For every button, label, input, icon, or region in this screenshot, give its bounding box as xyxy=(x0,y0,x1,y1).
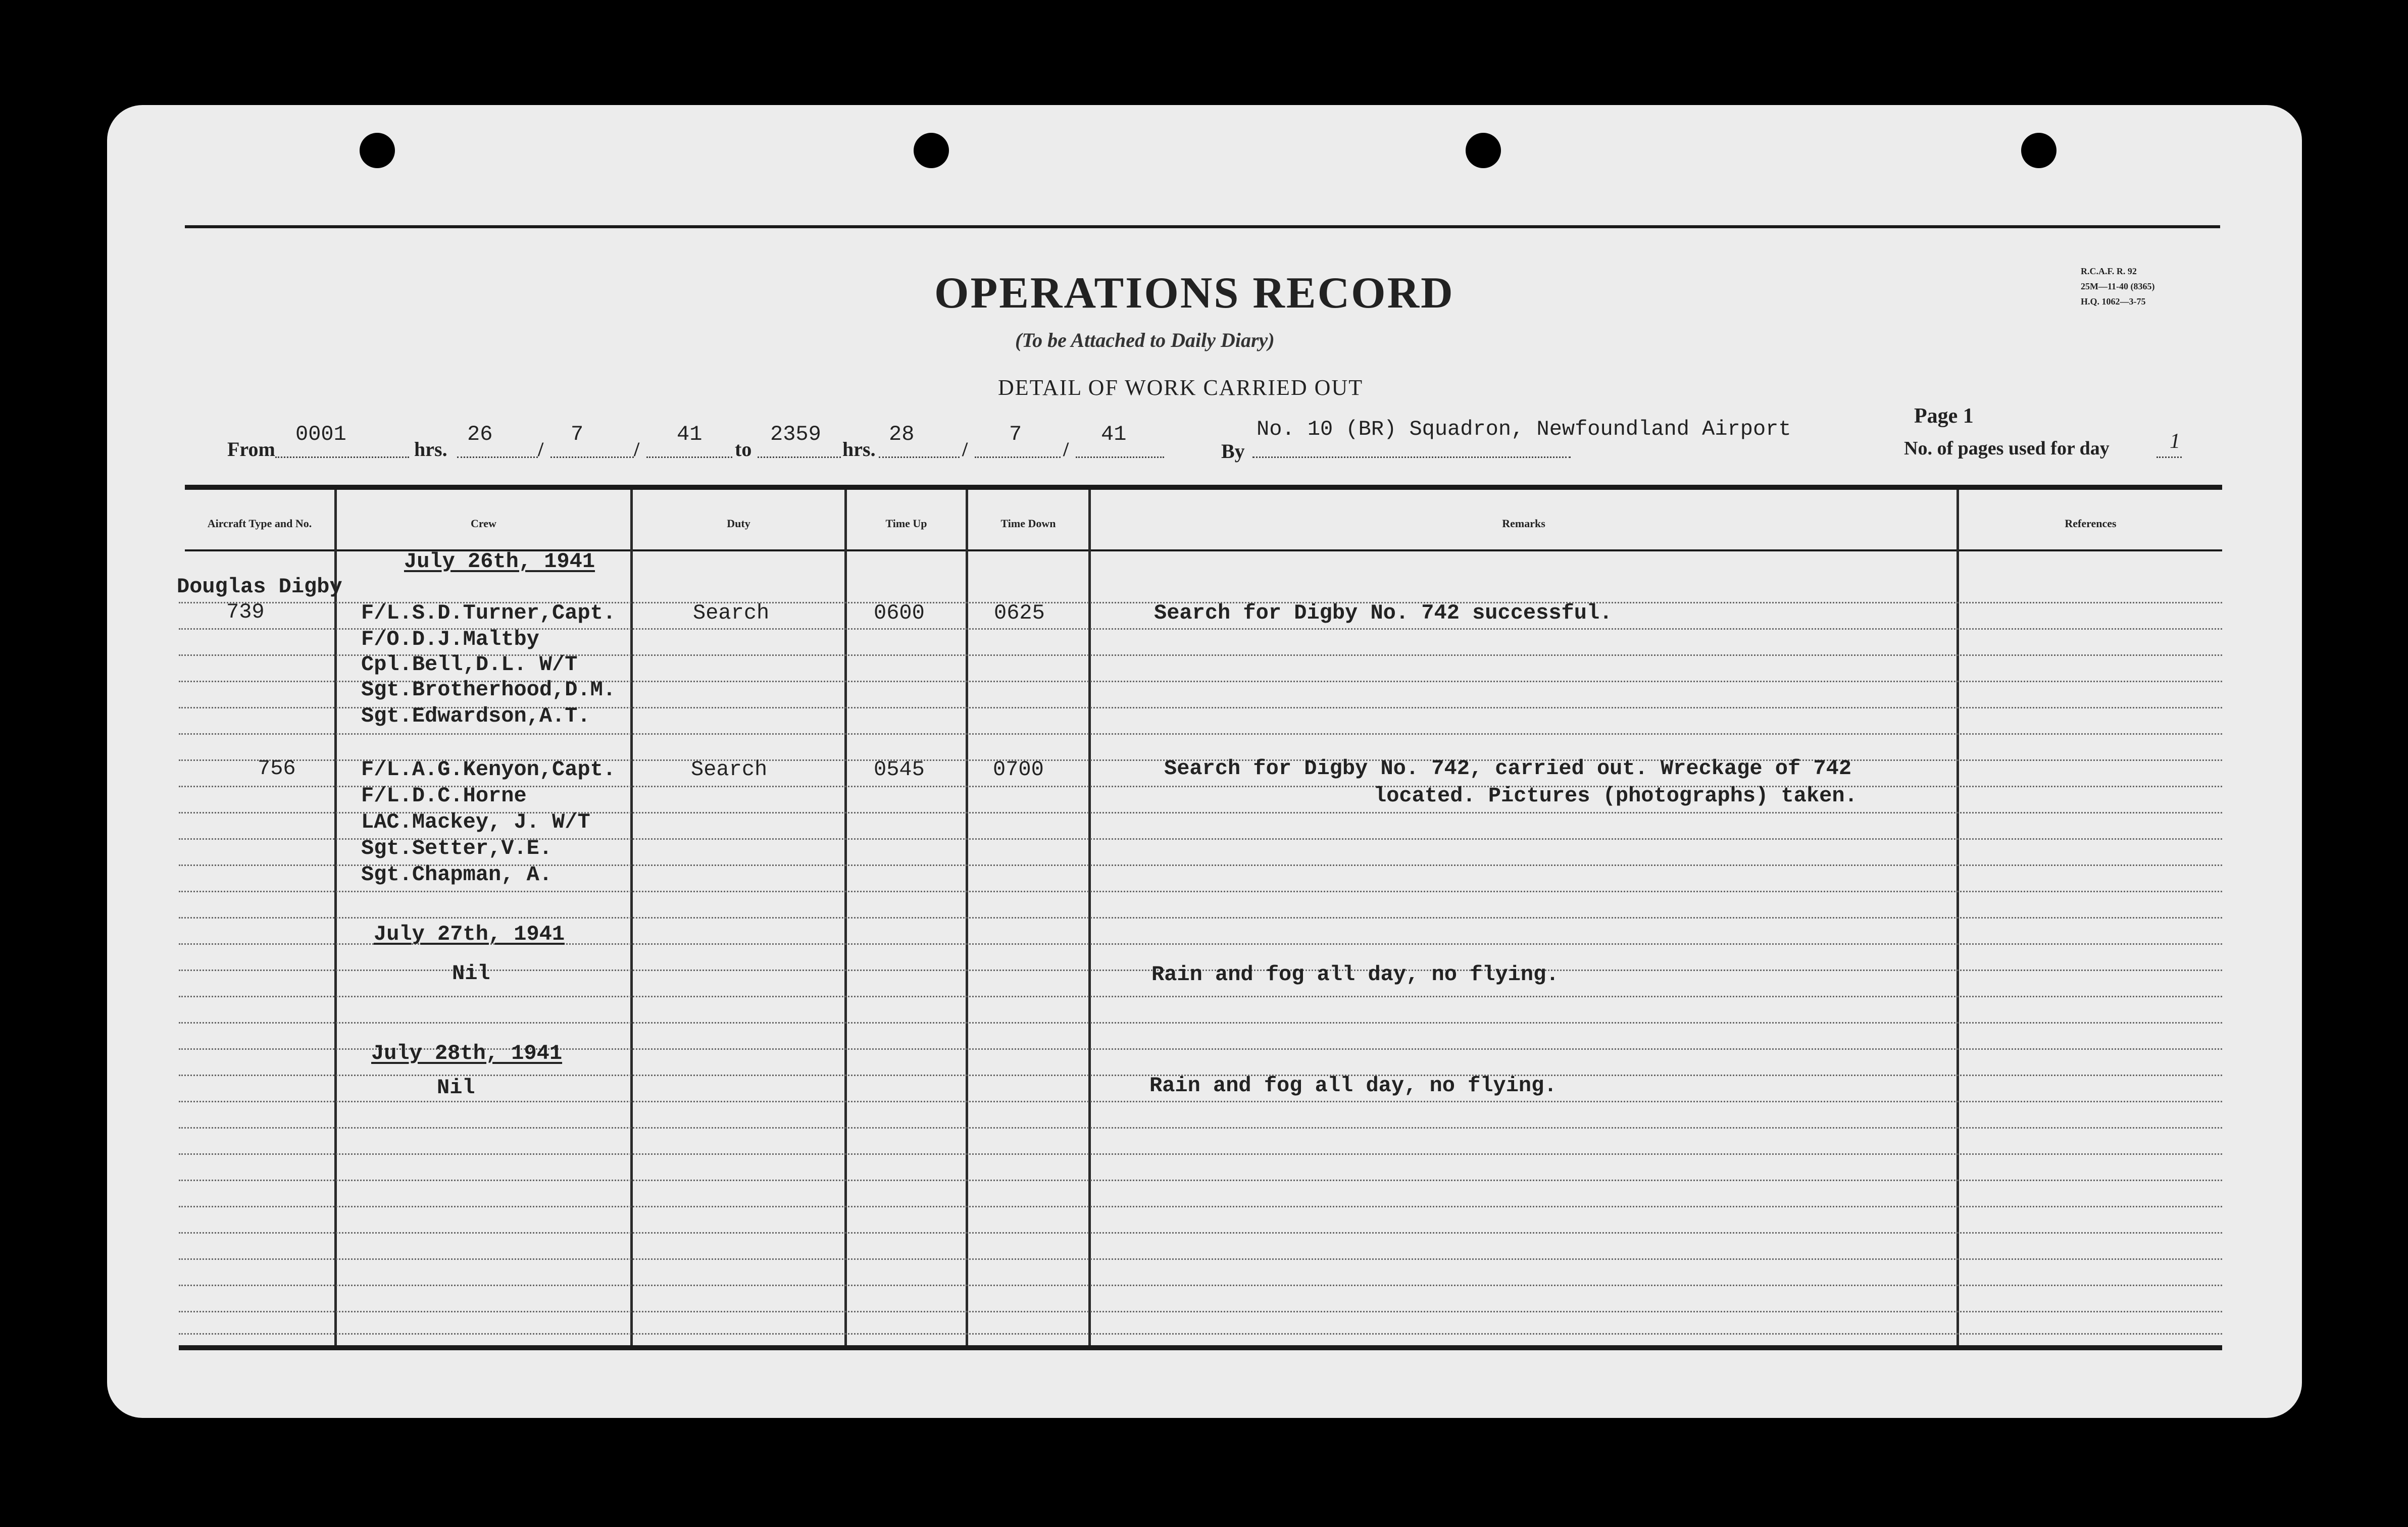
crew-nil: Nil xyxy=(437,1076,475,1100)
remarks: Rain and fog all day, no flying. xyxy=(1149,1074,1557,1098)
remarks: Search for Digby No. 742 successful. xyxy=(1154,601,1613,625)
to-year: 41 xyxy=(1101,422,1127,446)
crew-member: F/L.A.G.Kenyon,Capt. xyxy=(361,757,616,782)
from-year: 41 xyxy=(677,422,703,446)
page-number: Page 1 xyxy=(1914,404,1974,428)
duty: Search xyxy=(691,757,768,782)
crew-member: F/O.D.J.Maltby xyxy=(361,627,539,651)
column-header-time-up: Time Up xyxy=(885,517,927,530)
crew-member: Sgt.Brotherhood,D.M. xyxy=(361,678,616,702)
table-bottom-rule xyxy=(179,1345,2222,1350)
time-up: 0600 xyxy=(874,601,925,625)
duty: Search xyxy=(693,601,770,625)
from-day: 26 xyxy=(467,422,493,446)
section-heading: DETAIL OF WORK CARRIED OUT xyxy=(998,375,1364,400)
to-time: 2359 xyxy=(770,422,821,446)
page-subtitle: (To be Attached to Daily Diary) xyxy=(1015,329,1275,351)
binder-hole xyxy=(914,133,949,168)
unit-name: No. 10 (BR) Squadron, Newfoundland Airport xyxy=(1257,417,1791,441)
aircraft-number: 739 xyxy=(226,600,265,624)
entry-date: July 27th, 1941 xyxy=(374,922,565,946)
aircraft-type: Douglas Digby xyxy=(177,575,342,599)
entry-date: July 26th, 1941 xyxy=(404,549,595,574)
binder-hole xyxy=(360,133,395,168)
crew-member: Cpl.Bell,D.L. W/T xyxy=(361,652,578,677)
crew-member: F/L.D.C.Horne xyxy=(361,784,527,808)
remarks: Search for Digby No. 742, carried out. Wreckage of 742 xyxy=(1164,756,1852,781)
column-header-references: References xyxy=(2065,517,2117,530)
column-header-duty: Duty xyxy=(727,517,750,530)
binder-hole xyxy=(1466,133,1501,168)
from-label: From xyxy=(227,438,275,461)
time-up: 0545 xyxy=(874,757,925,782)
remarks-continued: located. Pictures (photographs) taken. xyxy=(1374,784,1858,808)
by-label: By xyxy=(1221,440,1245,463)
hrs-label: hrs. xyxy=(414,438,447,461)
table-top-rule xyxy=(185,485,2222,490)
crew-member: Sgt.Chapman, A. xyxy=(361,862,553,887)
form-number: R.C.A.F. R. 92 25M—11-40 (8365) H.Q. 1062—3-75 xyxy=(2081,266,2155,307)
aircraft-number: 756 xyxy=(258,756,296,781)
column-header-remarks: Remarks xyxy=(1502,517,1545,530)
to-day: 28 xyxy=(889,422,915,446)
entry-date: July 28th, 1941 xyxy=(371,1041,563,1065)
crew-member: Sgt.Setter,V.E. xyxy=(361,836,553,860)
time-down: 0625 xyxy=(994,601,1045,625)
top-rule xyxy=(185,225,2220,228)
crew-member: Sgt.Edwardson,A.T. xyxy=(361,704,590,728)
remarks: Rain and fog all day, no flying. xyxy=(1151,962,1559,987)
from-time: 0001 xyxy=(295,422,346,446)
pages-used-value: 1 xyxy=(2170,430,2180,453)
to-month: 7 xyxy=(1009,422,1022,446)
crew-member: LAC.Mackey, J. W/T xyxy=(361,810,590,834)
column-header-time-down: Time Down xyxy=(1000,517,1056,530)
time-down: 0700 xyxy=(993,757,1044,782)
from-month: 7 xyxy=(571,422,584,446)
to-hrs-label: hrs. xyxy=(842,438,876,461)
to-label: to xyxy=(735,438,752,461)
binder-hole xyxy=(2021,133,2056,168)
crew-member: F/L.S.D.Turner,Capt. xyxy=(361,601,616,625)
column-header-crew: Crew xyxy=(471,517,496,530)
column-header-aircraft: Aircraft Type and No. xyxy=(207,517,312,530)
crew-nil: Nil xyxy=(452,961,490,986)
pages-used-label: No. of pages used for day xyxy=(1904,438,2110,459)
page-title: OPERATIONS RECORD xyxy=(934,269,1454,318)
